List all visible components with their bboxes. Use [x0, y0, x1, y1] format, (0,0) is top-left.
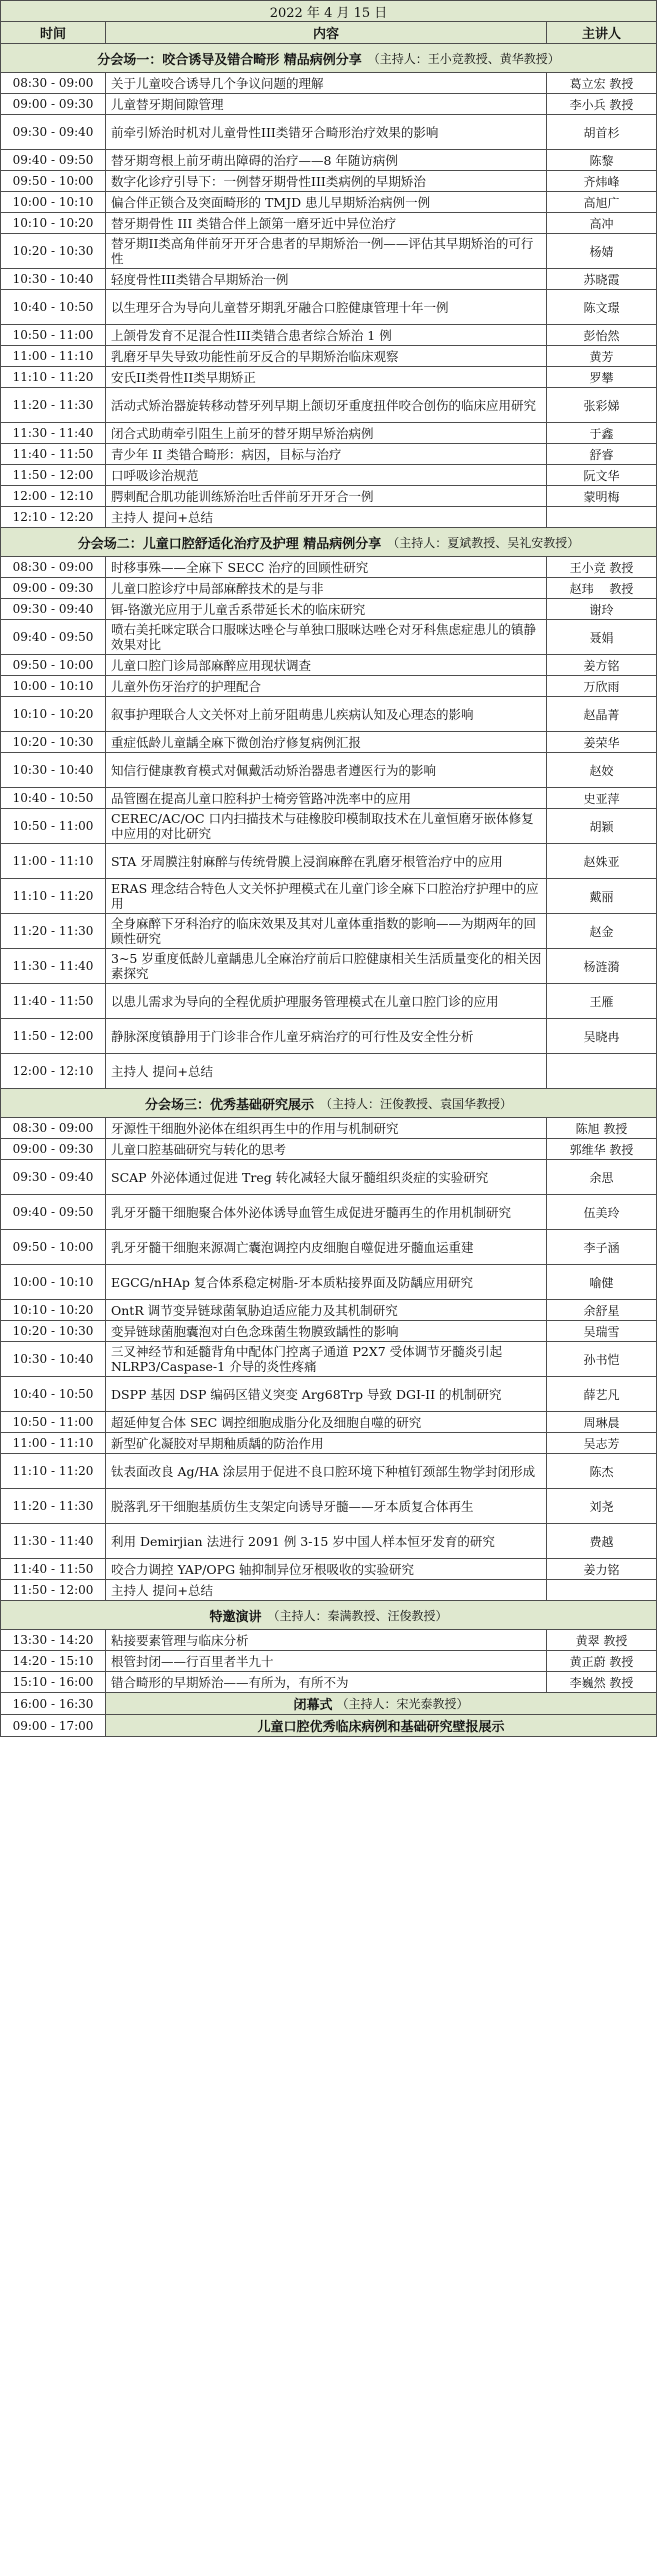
talk-speaker: 舒睿: [589, 447, 614, 462]
table-row: [0, 1321, 657, 1342]
talk-title: 咬合力调控 YAP/OPG 轴抑制异位牙根吸收的实验研究: [106, 1559, 547, 1579]
talk-title: 乳磨牙早失导致功能性前牙反合的早期矫治临床观察: [106, 346, 547, 366]
talk-speaker: 聂娟: [589, 630, 614, 645]
talk-time: 12:00 - 12:10: [1, 1054, 106, 1088]
talk-title: 3~5 岁重度低龄儿童龋患儿全麻治疗前后口腔健康相关生活质量变化的相关因素探究: [106, 949, 547, 983]
talk-title: 青少年 II 类错合畸形：病因，目标与治疗: [106, 444, 547, 464]
talk-time: 09:50 - 10:00: [1, 171, 106, 191]
table-row: [0, 290, 657, 325]
talk-speaker: 刘尧: [589, 1499, 614, 1514]
talk-time: 09:30 - 09:40: [1, 1160, 106, 1194]
talk-time: 09:50 - 10:00: [1, 655, 106, 675]
talk-title: 儿童口腔基础研究与转化的思考: [106, 1139, 547, 1159]
session-title: 分会场一：咬合诱导及错合畸形 精品病例分享: [97, 52, 362, 68]
table-row: [0, 753, 657, 788]
talk-time: 09:30 - 09:40: [1, 115, 106, 149]
talk-time: 12:10 - 12:20: [1, 507, 106, 527]
table-row: [0, 676, 657, 697]
talk-title: 全身麻醉下牙科治疗的临床效果及其对儿童体重指数的影响——为期两年的回顾性研究: [106, 914, 547, 948]
talk-title: STA 牙周膜注射麻醉与传统骨膜上浸润麻醉在乳磨牙根管治疗中的应用: [106, 844, 547, 878]
table-row: [0, 1118, 657, 1139]
talk-time: 08:30 - 09:00: [1, 73, 106, 93]
table-row: [0, 1412, 657, 1433]
talk-time: 10:40 - 10:50: [1, 1377, 106, 1411]
talk-speaker: [547, 1054, 656, 1088]
talk-speaker: 周琳晨: [583, 1415, 620, 1430]
table-row: [0, 192, 657, 213]
table-row: [0, 1342, 657, 1377]
talk-time: 11:30 - 11:40: [1, 1524, 106, 1558]
talk-time: 10:30 - 10:40: [1, 1342, 106, 1376]
closing-row: [0, 1693, 657, 1715]
table-row: [0, 388, 657, 423]
talk-speaker: 陈旭 教授: [575, 1121, 628, 1136]
talk-title: 喷右美托咪定联合口服咪达唑仑与单独口服咪达唑仑对牙科焦虑症患儿的镇静效果对比: [106, 620, 547, 654]
table-row: [0, 1489, 657, 1524]
talk-speaker: 谢玲: [589, 602, 614, 617]
talk-title: 轻度骨性III类错合早期矫治一例: [106, 269, 547, 289]
talk-title: EGCG/nHAp 复合体系稳定树脂-牙本质粘接界面及防龋应用研究: [106, 1265, 547, 1299]
closing-title: 儿童口腔优秀临床病例和基础研究壁报展示: [257, 1720, 505, 1735]
talk-time: 10:50 - 11:00: [1, 809, 106, 843]
table-row: [0, 1377, 657, 1412]
table-row: [0, 269, 657, 290]
talk-title: 超延伸复合体 SEC 调控细胞成脂分化及细胞自噬的研究: [106, 1412, 547, 1432]
talk-time: 11:40 - 11:50: [1, 984, 106, 1018]
table-row: [0, 1265, 657, 1300]
talk-time: 11:30 - 11:40: [1, 949, 106, 983]
talk-time: 10:20 - 10:30: [1, 234, 106, 268]
talk-time: 11:30 - 11:40: [1, 423, 106, 443]
talk-time: 09:40 - 09:50: [1, 150, 106, 170]
talk-speaker: 费越: [589, 1534, 614, 1549]
talk-time: 11:10 - 11:20: [1, 1454, 106, 1488]
session-title: 分会场三：优秀基础研究展示: [144, 1097, 314, 1113]
talk-title: 以患儿需求为导向的全程优质护理服务管理模式在儿童口腔门诊的应用: [106, 984, 547, 1018]
talk-speaker: 蒙明梅: [583, 489, 620, 504]
talk-speaker: 赵金: [589, 924, 614, 939]
talk-title: 时移事殊——全麻下 SECC 治疗的回顾性研究: [106, 557, 547, 577]
session-header: [0, 528, 657, 557]
table-row: [0, 234, 657, 269]
talk-speaker: 黄芳: [589, 349, 614, 364]
talk-time: 10:00 - 10:10: [1, 1265, 106, 1299]
talk-time: 11:20 - 11:30: [1, 388, 106, 422]
closing-time: 16:00 - 16:30: [1, 1693, 106, 1714]
talk-speaker: 彭怡然: [583, 328, 620, 343]
talk-time: 11:10 - 11:20: [1, 879, 106, 913]
talk-speaker: 于鑫: [589, 426, 614, 441]
talk-title: 知信行健康教育模式对佩戴活动矫治器患者遵医行为的影响: [106, 753, 547, 787]
talk-title: OntR 调节变异链球菌氧胁迫适应能力及其机制研究: [106, 1300, 547, 1320]
talk-speaker: 李子涵: [583, 1240, 620, 1255]
table-row: [0, 844, 657, 879]
talk-title: 主持人 提问+总结: [106, 1054, 547, 1088]
talk-title: 前牵引矫治时机对儿童骨性III类错牙合畸形治疗效果的影响: [106, 115, 547, 149]
table-row: [0, 1454, 657, 1489]
session-header: [0, 1089, 657, 1118]
talk-speaker: 戴丽: [589, 889, 614, 904]
talk-time: 11:50 - 12:00: [1, 1019, 106, 1053]
table-row: [0, 346, 657, 367]
table-row: [0, 557, 657, 578]
talk-speaker: 黄正蔚 教授: [569, 1654, 634, 1669]
talk-speaker: 陈文璟: [583, 300, 620, 315]
talk-speaker: 黄翠 教授: [575, 1633, 628, 1648]
talk-time: 09:00 - 09:30: [1, 1139, 106, 1159]
talk-title: 以生理牙合为导向儿童替牙期乳牙融合口腔健康管理十年一例: [106, 290, 547, 324]
table-row: [0, 1672, 657, 1693]
table-row: [0, 809, 657, 844]
talk-speaker: 罗攀: [589, 370, 614, 385]
session-host: （主持人：夏斌教授、吴礼安教授）: [387, 535, 580, 550]
talk-time: 10:50 - 11:00: [1, 1412, 106, 1432]
talk-title: 钛表面改良 Ag/HA 涂层用于促进不良口腔环境下种植钉颈部生物学封闭形成: [106, 1454, 547, 1488]
table-header: [0, 22, 657, 44]
table-row: [0, 578, 657, 599]
header-content: 内容: [106, 22, 547, 43]
talk-speaker: 赵玮 教授: [569, 581, 634, 596]
table-row: [0, 444, 657, 465]
talk-speaker: 高旭广: [583, 195, 620, 210]
talk-speaker: [547, 1580, 656, 1600]
table-row: [0, 507, 657, 528]
table-row: [0, 1019, 657, 1054]
talk-title: ERAS 理念结合特色人文关怀护理模式在儿童门诊全麻下口腔治疗护理中的应用: [106, 879, 547, 913]
talk-time: 10:10 - 10:20: [1, 697, 106, 731]
talk-speaker: 伍美玲: [583, 1205, 620, 1220]
table-row: [0, 1054, 657, 1089]
table-row: [0, 984, 657, 1019]
talk-time: 11:20 - 11:30: [1, 1489, 106, 1523]
talk-speaker: 李小兵 教授: [569, 97, 634, 112]
talk-time: 10:30 - 10:40: [1, 753, 106, 787]
talk-speaker: 陈杰: [589, 1464, 614, 1479]
talk-time: 09:00 - 09:30: [1, 94, 106, 114]
talk-time: 11:00 - 11:10: [1, 346, 106, 366]
talk-time: 09:40 - 09:50: [1, 1195, 106, 1229]
table-row: [0, 486, 657, 507]
table-row: [0, 213, 657, 234]
talk-time: 09:40 - 09:50: [1, 620, 106, 654]
talk-speaker: 万欣雨: [583, 679, 620, 694]
talk-speaker: 杨婧: [589, 244, 614, 259]
talk-title: 错合畸形的早期矫治——有所为，有所不为: [106, 1672, 547, 1692]
talk-speaker: 赵晶菁: [583, 707, 620, 722]
talk-title: 变异链球菌胞囊泡对白色念珠菌生物膜致龋性的影响: [106, 1321, 547, 1341]
talk-speaker: 王小竞 教授: [569, 560, 634, 575]
talk-title: 乳牙牙髓干细胞来源凋亡囊泡调控内皮细胞自噬促进牙髓血运重建: [106, 1230, 547, 1264]
talk-time: 09:50 - 10:00: [1, 1230, 106, 1264]
talk-title: 上颌骨发育不足混合性III类错合患者综合矫治 1 例: [106, 325, 547, 345]
table-row: [0, 1580, 657, 1601]
talk-speaker: 姜力铭: [583, 1562, 620, 1577]
talk-title: 品管圈在提高儿童口腔科护士椅旁管路冲洗率中的应用: [106, 788, 547, 808]
session-title: 特邀演讲: [209, 1609, 262, 1625]
closing-content: [106, 1693, 656, 1714]
talk-title: 主持人 提问+总结: [106, 507, 547, 527]
session-host: （主持人：王小竞教授、黄华教授）: [367, 51, 560, 66]
talk-speaker: 薛艺凡: [583, 1387, 620, 1402]
talk-time: 10:20 - 10:30: [1, 1321, 106, 1341]
talk-title: 新型矿化凝胶对早期釉质龋的防治作用: [106, 1433, 547, 1453]
talk-title: 利用 Demirjian 法进行 2091 例 3-15 岁中国人样本恒牙发育的研究: [106, 1524, 547, 1558]
talk-time: 11:40 - 11:50: [1, 1559, 106, 1579]
closing-row: [0, 1715, 657, 1737]
table-row: [0, 1630, 657, 1651]
talk-time: 10:00 - 10:10: [1, 676, 106, 696]
talk-time: 10:50 - 11:00: [1, 325, 106, 345]
talk-time: 08:30 - 09:00: [1, 557, 106, 577]
talk-time: 10:40 - 10:50: [1, 290, 106, 324]
table-row: [0, 949, 657, 984]
talk-speaker: 胡首杉: [583, 125, 620, 140]
talk-speaker: 余思: [589, 1170, 614, 1185]
talk-time: 11:00 - 11:10: [1, 844, 106, 878]
talk-title: DSPP 基因 DSP 编码区错义突变 Arg68Trp 导致 DGI-II 的机制研究: [106, 1377, 547, 1411]
talk-speaker: 吴瑞雪: [583, 1324, 620, 1339]
talk-time: 15:10 - 16:00: [1, 1672, 106, 1692]
talk-speaker: 张彩娣: [583, 398, 620, 413]
talk-title: 三叉神经节和延髓背角中配体门控离子通道 P2X7 受体调节牙髓炎引起 NLRP3/Caspase-1 介导的炎性疼痛: [106, 1342, 547, 1376]
talk-title: 替牙期II类高角伴前牙开牙合患者的早期矫治一例——评估其早期矫治的可行性: [106, 234, 547, 268]
talk-time: 12:00 - 12:10: [1, 486, 106, 506]
talk-time: 11:40 - 11:50: [1, 444, 106, 464]
table-row: [0, 1433, 657, 1454]
session-host: （主持人：秦满教授、汪俊教授）: [267, 1608, 448, 1623]
talk-speaker: 史亚萍: [583, 791, 620, 806]
talk-title: 叙事护理联合人文关怀对上前牙阻萌患儿疾病认知及心理态的影响: [106, 697, 547, 731]
table-row: [0, 115, 657, 150]
talk-time: 11:20 - 11:30: [1, 914, 106, 948]
header-speaker: 主讲人: [581, 27, 621, 42]
talk-speaker: 郭维华 教授: [569, 1142, 634, 1157]
talk-time: 13:30 - 14:20: [1, 1630, 106, 1650]
talk-title: 替牙期弯根上前牙萌出障碍的治疗——8 年随访病例: [106, 150, 547, 170]
table-row: [0, 1524, 657, 1559]
talk-title: 根管封闭——行百里者半九十: [106, 1651, 547, 1671]
closing-content: [106, 1715, 656, 1736]
talk-title: 脱落乳牙干细胞基质仿生支架定向诱导牙髓——牙本质复合体再生: [106, 1489, 547, 1523]
talk-title: 儿童外伤牙治疗的护理配合: [106, 676, 547, 696]
talk-title: CEREC/AC/OC 口内扫描技术与硅橡胶印模制取技术在儿童恒磨牙嵌体修复中应用的对比研究: [106, 809, 547, 843]
table-row: [0, 1195, 657, 1230]
talk-speaker: [547, 507, 656, 527]
talk-title: 儿童口腔诊疗中局部麻醉技术的是与非: [106, 578, 547, 598]
talk-title: 活动式矫治器旋转移动替牙列早期上颌切牙重度扭伴咬合创伤的临床应用研究: [106, 388, 547, 422]
talk-speaker: 姜荣华: [583, 735, 620, 750]
session-title: 分会场二：儿童口腔舒适化治疗及护理 精品病例分享: [77, 536, 382, 552]
talk-title: 主持人 提问+总结: [106, 1580, 547, 1600]
talk-time: 10:40 - 10:50: [1, 788, 106, 808]
closing-host: （主持人：宋光泰教授）: [336, 1697, 469, 1711]
table-row: [0, 879, 657, 914]
talk-title: 重症低龄儿童龋全麻下微创治疗修复病例汇报: [106, 732, 547, 752]
talk-time: 10:10 - 10:20: [1, 1300, 106, 1320]
talk-time: 10:10 - 10:20: [1, 213, 106, 233]
talk-title: 粘接要素管理与临床分析: [106, 1630, 547, 1650]
talk-speaker: 姜方铭: [583, 658, 620, 673]
talk-title: 数字化诊疗引导下：一例替牙期骨性III类病例的早期矫治: [106, 171, 547, 191]
closing-time: 09:00 - 17:00: [1, 1715, 106, 1736]
header-time: 时间: [1, 22, 106, 43]
talk-speaker: 余舒星: [583, 1303, 620, 1318]
talk-title: 铒-铬激光应用于儿童舌系带延长术的临床研究: [106, 599, 547, 619]
talk-title: 安氏II类骨性II类早期矫正: [106, 367, 547, 387]
table-row: [0, 697, 657, 732]
table-row: [0, 171, 657, 192]
table-row: [0, 1160, 657, 1195]
talk-title: 腭刺配合肌功能训练矫治吐舌伴前牙开牙合一例: [106, 486, 547, 506]
table-row: [0, 150, 657, 171]
talk-time: 10:30 - 10:40: [1, 269, 106, 289]
talk-speaker: 阮文华: [583, 468, 620, 483]
table-row: [0, 423, 657, 444]
talk-title: 闭合式助萌牵引阻生上前牙的替牙期早矫治病例: [106, 423, 547, 443]
talk-time: 08:30 - 09:00: [1, 1118, 106, 1138]
table-row: [0, 1139, 657, 1160]
schedule-date-row: [0, 0, 657, 22]
talk-speaker: 葛立宏 教授: [569, 76, 634, 91]
talk-title: 关于儿童咬合诱导几个争议问题的理解: [106, 73, 547, 93]
table-row: [0, 914, 657, 949]
talk-speaker: 吴志芳: [583, 1436, 620, 1451]
table-row: [0, 788, 657, 809]
talk-speaker: 吴晓冉: [583, 1029, 620, 1044]
talk-time: 14:20 - 15:10: [1, 1651, 106, 1671]
session-host: （主持人：汪俊教授、袁国华教授）: [320, 1096, 513, 1111]
talk-title: 儿童口腔门诊局部麻醉应用现状调查: [106, 655, 547, 675]
talk-title: 乳牙牙髓干细胞聚合体外泌体诱导血管生成促进牙髓再生的作用机制研究: [106, 1195, 547, 1229]
talk-time: 09:00 - 09:30: [1, 578, 106, 598]
talk-speaker: 王雁: [589, 994, 614, 1009]
table-row: [0, 465, 657, 486]
talk-title: 静脉深度镇静用于门诊非合作儿童牙病治疗的可行性及安全性分析: [106, 1019, 547, 1053]
talk-speaker: 赵姣: [589, 763, 614, 778]
talk-title: SCAP 外泌体通过促进 Treg 转化减轻大鼠牙髓组织炎症的实验研究: [106, 1160, 547, 1194]
table-row: [0, 1300, 657, 1321]
talk-time: 11:50 - 12:00: [1, 465, 106, 485]
closing-title: 闭幕式: [293, 1698, 333, 1713]
talk-time: 11:50 - 12:00: [1, 1580, 106, 1600]
talk-title: 偏合伴正锁合及突面畸形的 TMJD 患儿早期矫治病例一例: [106, 192, 547, 212]
talk-speaker: 李巍然 教授: [569, 1675, 634, 1690]
table-row: [0, 1559, 657, 1580]
talk-title: 儿童替牙期间隙管理: [106, 94, 547, 114]
table-row: [0, 1230, 657, 1265]
table-row: [0, 599, 657, 620]
table-row: [0, 620, 657, 655]
talk-time: 11:10 - 11:20: [1, 367, 106, 387]
talk-speaker: 孙书恺: [583, 1352, 620, 1367]
table-row: [0, 325, 657, 346]
talk-title: 口呼吸诊治规范: [106, 465, 547, 485]
talk-speaker: 高冲: [589, 216, 614, 231]
talk-speaker: 赵姝亚: [583, 854, 620, 869]
talk-speaker: 喻健: [589, 1275, 614, 1290]
talk-title: 替牙期骨性 III 类错合伴上颌第一磨牙近中异位治疗: [106, 213, 547, 233]
talk-time: 10:00 - 10:10: [1, 192, 106, 212]
talk-speaker: 杨涟漪: [583, 959, 620, 974]
table-row: [0, 94, 657, 115]
table-row: [0, 73, 657, 94]
session-header: [0, 1601, 657, 1630]
table-row: [0, 732, 657, 753]
talk-time: 09:30 - 09:40: [1, 599, 106, 619]
talk-time: 10:20 - 10:30: [1, 732, 106, 752]
table-row: [0, 367, 657, 388]
session-header: [0, 44, 657, 73]
table-row: [0, 655, 657, 676]
talk-time: 11:00 - 11:10: [1, 1433, 106, 1453]
talk-speaker: 苏晓霞: [583, 272, 620, 287]
talk-title: 牙源性干细胞外泌体在组织再生中的作用与机制研究: [106, 1118, 547, 1138]
talk-speaker: 齐炜峰: [583, 174, 620, 189]
schedule-date: 2022 年 4 月 15 日: [269, 5, 388, 21]
talk-speaker: 胡颖: [589, 819, 614, 834]
table-row: [0, 1651, 657, 1672]
talk-speaker: 陈黎: [589, 153, 614, 168]
